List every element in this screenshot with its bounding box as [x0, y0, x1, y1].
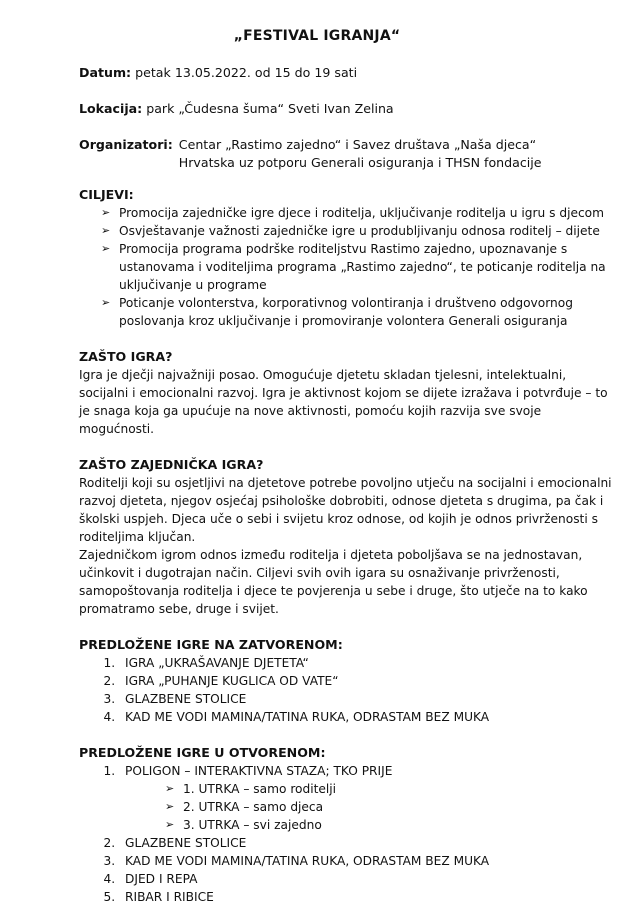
arrow-bullet-icon: ➢ [101, 224, 111, 237]
indoor-game-item: 1. IGRA „UKRAŠAVANJE DJETETA“ [119, 654, 615, 672]
goal-item: ➢ Promocija zajedničke igre djece i roditelja, uključivanje roditelja u igru s djecom [101, 206, 604, 220]
outdoor-games-heading: PREDLOŽENE IGRE U OTVORENOM: [79, 745, 326, 760]
arrow-bullet-icon: ➢ [101, 206, 111, 219]
outdoor-game-item: 1. POLIGON – INTERAKTIVNA STAZA; TKO PRIJE ➢ 1. UTRKA – samo roditelji ➢ 2. UTRKA – samo djeca ➢ 3. UTRKA – svi zajedno [119, 762, 615, 834]
date-value: petak 13.05.2022. od 15 do 19 sati [135, 65, 358, 80]
outdoor-games-section [79, 744, 615, 906]
outdoor-game-item: 3. KAD ME VODI MAMINA/TATINA RUKA, ODRASTAM BEZ MUKA [119, 852, 615, 870]
indoor-games-list [79, 654, 615, 726]
race-item: ➢ 2. UTRKA – samo djeca [165, 800, 324, 814]
outdoor-game-item: 4. DJED I REPA [119, 870, 615, 888]
location-label: Lokacija: [79, 101, 143, 116]
arrow-bullet-icon: ➢ [101, 296, 111, 309]
why-joint-play-section [79, 456, 615, 618]
why-play-heading: ZAŠTO IGRA? [79, 349, 173, 364]
goals-heading: CILJEVI: [79, 187, 134, 202]
why-play-section [79, 348, 615, 438]
location-row [79, 100, 615, 118]
indoor-games-section [79, 636, 615, 726]
race-item: ➢ 3. UTRKA – svi zajedno [165, 818, 322, 832]
arrow-bullet-icon: ➢ [165, 782, 175, 795]
organizers-row [79, 136, 615, 172]
goal-item: ➢ Osvještavanje važnosti zajedničke igre u produbljivanju odnosa roditelj – dijete [101, 224, 600, 238]
date-row [79, 64, 615, 82]
indoor-game-item: 2. IGRA „PUHANJE KUGLICA OD VATE“ [119, 672, 615, 690]
why-play-text: Igra je dječji najvažniji posao. Omogućuje djetetu skladan tjelesni, intelektualni, socijalni i emocionalni razvoj. Igra je aktivnost kojom se dijete izražava i potvrđuje – to je snaga koja ga upućuje na nove aktivnosti, pomoću kojih razvija sve svoje mogućnosti. [79, 368, 608, 436]
why-joint-play-paragraph-2: Zajedničkom igrom odnos između roditelja i djeteta poboljšava se na jednostavan, učinkovit i dugotrajan način. Ciljevi svih ovih igara su osnaživanje privrženosti, samopoštovanja roditelja i djece te povjerenja u sebe i druge, što utječe na to kako promatramo sebe, druge i svijet. [79, 548, 588, 616]
arrow-bullet-icon: ➢ [165, 800, 175, 813]
arrow-bullet-icon: ➢ [165, 818, 175, 831]
indoor-game-item: 4. KAD ME VODI MAMINA/TATINA RUKA, ODRASTAM BEZ MUKA [119, 708, 615, 726]
goal-item: ➢ Promocija programa podrške roditeljstvu Rastimo zajedno, upoznavanje s ustanovama i voditeljima programa „Rastimo zajedno“, te poticanje roditelja na uključivanje u programe [101, 242, 606, 292]
outdoor-game-item: 2. GLAZBENE STOLICE [119, 834, 615, 852]
outdoor-game-item: 5. RIBAR I RIBICE [119, 888, 615, 906]
goals-list [79, 204, 615, 330]
race-sublist [125, 780, 615, 834]
location-value: park „Čudesna šuma“ Sveti Ivan Zelina [146, 101, 394, 116]
organizers-value: Centar „Rastimo zajedno“ i Savez društava „Naša djeca“ Hrvatska uz potporu Generali osiguranja i THSN fondacije [178, 137, 542, 170]
why-joint-play-paragraph-1: Roditelji koji su osjetljivi na djetetove potrebe povoljno utječu na socijalni i emocionalni razvoj djeteta, njegov osjećaj psihološke dobrobiti, odnose djeteta s drugima, pa čak i školski uspjeh. Djeca uče o sebi i svijetu kroz odnose, od kojih je odnos privrženosti s roditeljima ključan. [79, 476, 612, 544]
why-joint-play-heading: ZAŠTO ZAJEDNIČKA IGRA? [79, 457, 264, 472]
outdoor-games-list [79, 762, 615, 906]
document-title: „FESTIVAL IGRANJA“ [233, 28, 401, 44]
date-label: Datum: [79, 65, 132, 80]
indoor-games-heading: PREDLOŽENE IGRE NA ZATVORENOM: [79, 637, 343, 652]
goals-section [79, 186, 615, 330]
goal-item: ➢ Poticanje volonterstva, korporativnog volontiranja i društveno odgovornog poslovanja kroz uključivanje i promoviranje volontera Generali osiguranja [101, 296, 573, 328]
arrow-bullet-icon: ➢ [101, 242, 111, 255]
indoor-game-item: 3. GLAZBENE STOLICE [119, 690, 615, 708]
organizers-label: Organizatori: [79, 137, 173, 152]
race-item: ➢ 1. UTRKA – samo roditelji [165, 782, 337, 796]
